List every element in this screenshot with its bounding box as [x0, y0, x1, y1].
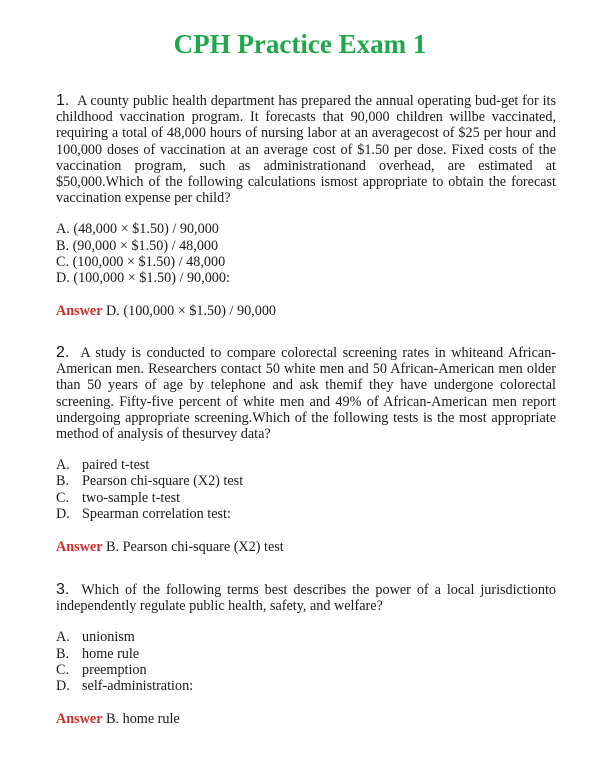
option-c [56, 662, 556, 678]
option-letter: D. [56, 505, 70, 522]
question-3 [56, 582, 556, 727]
question-body: A study is conducted to compare colorectal screening rates in whiteand African-American men. Researchers contact 50 white men and 50 African-American men older than 50 years of age by telephone and ask themif they have undergone colorectal screening. Fifty-five percent of white men and 49% of African-American men report undergoing appropriate screening.Which of the following tests is the most appropriate method of analysis of thesurvey data? [56, 345, 557, 443]
option-text: paired t-test [82, 457, 150, 474]
option-a [56, 629, 556, 645]
option-text: Pearson chi-square (X2) test [82, 473, 244, 490]
option-letter: B. [56, 473, 70, 490]
option-d [56, 506, 556, 522]
option-text: two-sample t-test [82, 489, 181, 506]
option-letter: B. [56, 645, 70, 662]
option-list [56, 457, 556, 522]
option-text: home rule [82, 645, 140, 662]
answer-line [56, 303, 556, 319]
option-b [56, 473, 556, 489]
option-letter: C. [56, 661, 70, 678]
answer-text: B. Pearson chi-square (X2) test [106, 539, 284, 556]
question-body: Which of the following terms best describes the power of a local jurisdictionto independently regulate public health, safety, and welfare? [56, 582, 557, 615]
question-body: A county public health department has prepared the annual operating bud-get for its childhood vaccination program. It forecasts that 90,000 children willbe vaccinated, requiring a total of 48,000 hours of nursing labor at an averagecost of $25 per hour and 100,000 doses of vaccination at an average cost of $1.50 per dose. Fixed costs of the vaccination program, such as administrationand overhead, are estimated at $50,000.Which of the following calculations ismost appropriate to obtain the forecast vaccination expense per child? [56, 93, 556, 207]
option-d [56, 678, 556, 694]
question-2 [56, 345, 556, 555]
option-text: preemption [82, 661, 147, 678]
question-1 [56, 93, 556, 319]
option-text: Spearman correlation test: [82, 505, 231, 522]
answer-label: Answer [56, 303, 103, 320]
page-title: CPH Practice Exam 1 [173, 29, 427, 59]
option-letter: C. [56, 253, 70, 270]
answer-line [56, 539, 556, 555]
option-letter: B. [56, 237, 70, 254]
option-d [56, 270, 556, 286]
question-number: 3. [56, 581, 70, 598]
question-number: 1. [56, 92, 70, 109]
answer-text: D. (100,000 × $1.50) / 90,000 [106, 303, 277, 320]
option-text: self-administration: [82, 678, 194, 695]
question-text [56, 582, 556, 614]
option-letter: D. [56, 678, 70, 695]
option-text: (100,000 × $1.50) / 48,000 [72, 253, 226, 270]
option-c [56, 254, 556, 270]
option-letter: C. [56, 489, 70, 506]
answer-label: Answer [56, 539, 103, 556]
option-b [56, 646, 556, 662]
option-list [56, 221, 556, 286]
option-text: (90,000 × $1.50) / 48,000 [72, 237, 219, 254]
question-number: 2. [56, 344, 70, 361]
option-text: (48,000 × $1.50) / 90,000 [73, 221, 219, 238]
option-letter: D. [56, 270, 70, 287]
question-text [56, 93, 556, 206]
option-c [56, 490, 556, 506]
option-letter: A. [56, 629, 70, 646]
option-text: (100,000 × $1.50) / 90,000: [73, 270, 230, 287]
option-letter: A. [56, 457, 70, 474]
answer-text: B. home rule [106, 711, 180, 728]
option-letter: A. [56, 221, 70, 238]
question-text [56, 345, 556, 442]
answer-line [56, 711, 556, 727]
option-list [56, 629, 556, 694]
option-text: unionism [82, 629, 135, 646]
option-b [56, 238, 556, 254]
answer-label: Answer [56, 711, 103, 728]
option-a [56, 457, 556, 473]
option-a [56, 221, 556, 237]
